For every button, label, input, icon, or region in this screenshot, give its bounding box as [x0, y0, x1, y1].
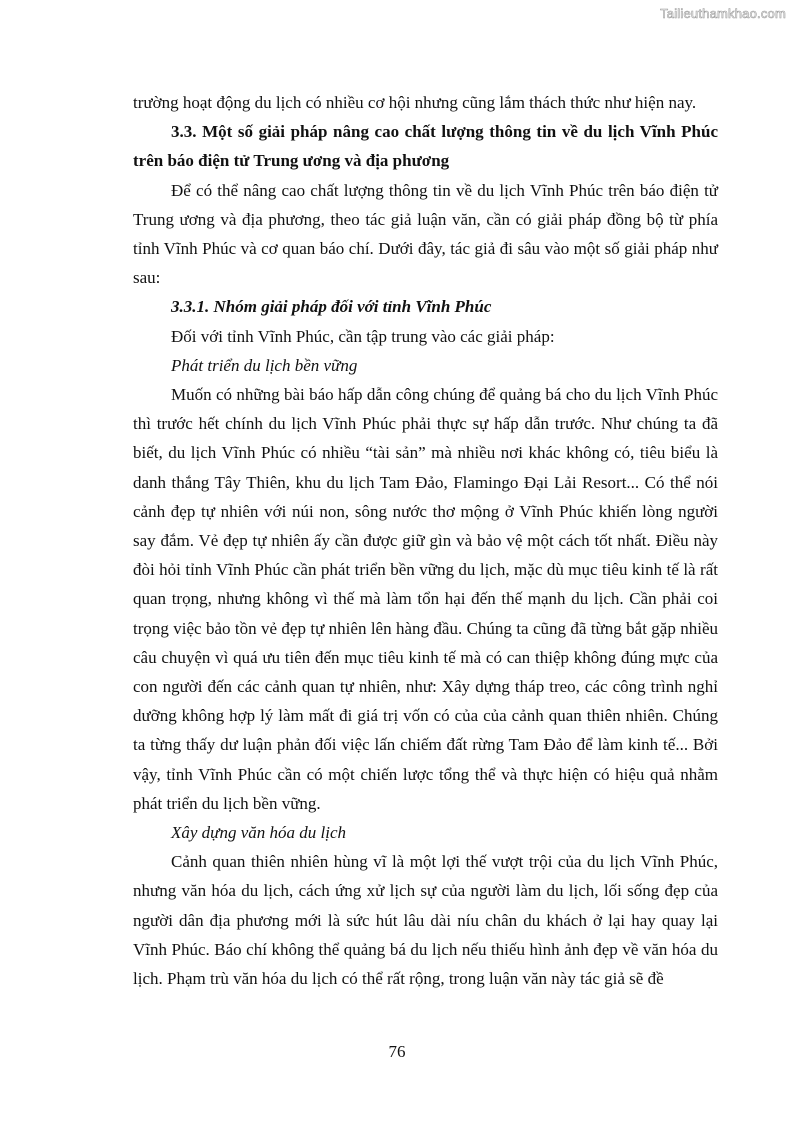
topic-heading-sustainable: Phát triển du lịch bền vững — [171, 355, 358, 375]
subsection-heading: 3.3.1. Nhóm giải pháp đối với tỉnh Vĩnh Phúc — [171, 297, 492, 317]
paragraph-lead: Đối với tỉnh Vĩnh Phúc, cần tập trung vào các giải pháp: — [171, 326, 555, 346]
section-heading: 3.3. Một số giải pháp nâng cao chất lượng thông tin về du lịch Vĩnh Phúc trên báo điện tử Trung ương và địa phương — [133, 122, 718, 171]
topic-heading-culture: Xây dựng văn hóa du lịch — [171, 823, 346, 843]
page-number: 76 — [388, 1042, 406, 1061]
page-body — [133, 88, 718, 993]
paragraph-continuation: trường hoạt động du lịch có nhiều cơ hội nhưng cũng lắm thách thức như hiện nay. — [133, 93, 697, 112]
paragraph-culture: Cảnh quan thiên nhiên hùng vĩ là một lợi thế vượt trội của du lịch Vĩnh Phúc, nhưng văn hóa du lịch, cách ứng xử lịch sự của người làm du lịch, lối sống đẹp của người dân địa phương mới là sức hút lâu dài níu chân du khách ở lại hay quay lại Vĩnh Phúc. Báo chí không thể quảng bá du lịch nếu thiếu hình ảnh đẹp về văn hóa du lịch. Phạm trù văn hóa du lịch có thể rất rộng, trong luận văn này tác giả sẽ đề — [133, 852, 718, 989]
watermark: Tailieuthamkhao.com — [660, 6, 786, 21]
paragraph-intro: Để có thể nâng cao chất lượng thông tin về du lịch Vĩnh Phúc trên báo điện tử Trung ương và địa phương, theo tác giả luận văn, cần có giải pháp đồng bộ từ phía tỉnh Vĩnh Phúc và cơ quan báo chí. Dưới đây, tác giả đi sâu vào một số giải pháp như sau: — [133, 180, 718, 288]
paragraph-sustainable: Muốn có những bài báo hấp dẫn công chúng để quảng bá cho du lịch Vĩnh Phúc thì trước hết chính du lịch Vĩnh Phúc phải thực sự hấp dẫn trước. Như chúng ta đã biết, du lịch Vĩnh Phúc có nhiều “tài sản” mà nhiều nơi khác không có, tiêu biểu là danh thắng Tây Thiên, khu du lịch Tam Đảo, Flamingo Đại Lải Resort... Có thể nói cảnh đẹp tự nhiên với núi non, sông nước thơ mộng ở Vĩnh Phúc khiến lòng người say đắm. Vẻ đẹp tự nhiên ấy cần được giữ gìn và bảo vệ một cách tốt nhất. Điều này đòi hỏi tỉnh Vĩnh Phúc cần phát triển bền vững du lịch, mặc dù mục tiêu kinh tế là rất quan trọng, nhưng không vì thế mà làm tổn hại đến thế mạnh du lịch. Cần phải coi trọng việc bảo tồn vẻ đẹp tự nhiên lên hàng đầu. Chúng ta cũng đã từng bắt gặp nhiều câu chuyện vì quá ưu tiên đến mục tiêu kinh tế mà có can thiệp không đúng mực của con người đến các cảnh quan tự nhiên, như: Xây dựng tháp treo, các công trình nghỉ dưỡng không hợp lý làm mất đi giá trị vốn có của của cảnh quan thiên nhiên. Chúng ta từng thấy dư luận phản đối việc lấn chiếm đất rừng Tam Đảo để làm kinh tế... Bởi vậy, tỉnh Vĩnh Phúc cần có một chiến lược tổng thể và thực hiện có hiệu quả nhằm phát triển du lịch bền vững. — [133, 385, 718, 813]
